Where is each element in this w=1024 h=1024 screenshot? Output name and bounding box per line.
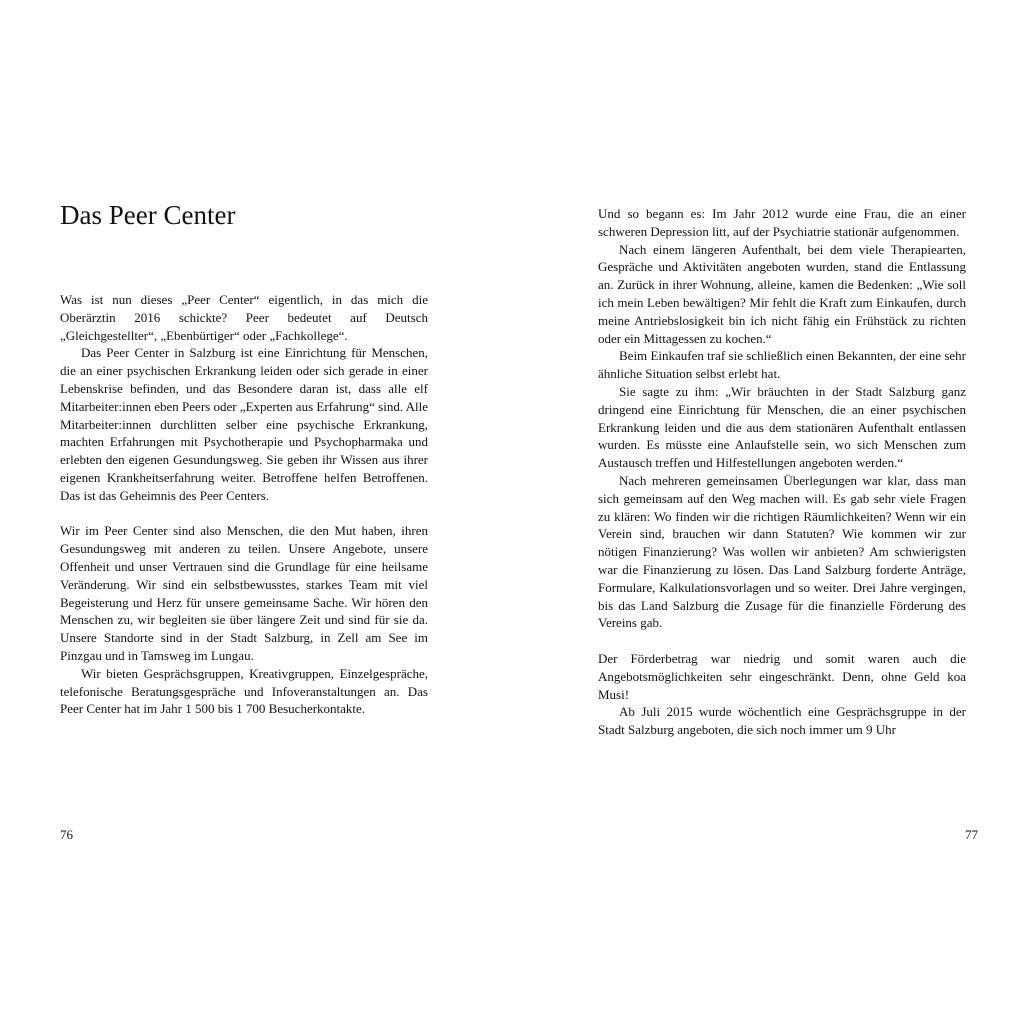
paragraph: Ab Juli 2015 wurde wöchentlich eine Gesprächsgruppe in der Stadt Salzburg angeboten, die sich noch immer um 9 Uhr: [598, 704, 966, 738]
section-break: [60, 505, 428, 523]
paragraph: Sie sagte zu ihm: „Wir bräuchten in der Stadt Salzburg ganz dringend eine Einrichtung für Menschen, die an einer psychischen Erkrankung leiden und die aus dem stationären Aufenthalt entlassen wurden. Es müsste eine Anlaufstelle sein, wo sich Menschen zum Austausch treffen und Hilfestellungen angeboten werden.“: [598, 383, 966, 471]
section-break: [598, 632, 966, 650]
paragraph: Nach mehreren gemeinsamen Überlegungen war klar, dass man sich gemeinsam auf den Weg machen will. Es gab sehr viele Fragen zu klären: Wo finden wir die richtigen Räumlichkeiten? Wenn wir ein Verein sind, brauchen wir dann Statuten? Wie kommen wir zur nötigen Finanzierung? Was wollen wir anbieten? Am schwierigsten war die Finanzierung zu lösen. Das Land Salzburg forderte Anträge, Formulare, Kalkulationsvorlagen und so weiter. Drei Jahre vergingen, bis das Land Salzburg die Zusage für die finanzielle Förderung des Vereins gab.: [598, 472, 966, 631]
left-page-body: [60, 291, 428, 718]
paragraph: Der Förderbetrag war niedrig und somit waren auch die Angebotsmöglichkeiten sehr eingeschränkt. Denn, ohne Geld koa Musi!: [598, 650, 966, 702]
page-number: 76: [60, 827, 73, 842]
right-page-body: [598, 205, 966, 739]
chapter-title: Das Peer Center: [60, 200, 236, 230]
paragraph: Das Peer Center in Salzburg ist eine Einrichtung für Menschen, die an einer psychischen Erkrankung leiden oder sich gerade in einer Lebenskrise befinden, und das Besondere daran ist, dass alle elf Mitarbeiter:innen eben Peers oder „Experten aus Erfahrung“ sind. Alle Mitarbeiter:innen durchlitten selber eine psychische Erkrankung, machten Erfahrungen mit Psychotherapie und Psychopharmaka und erlebten den eigenen Gesundungsweg. Sie geben ihr Wissen aus ihrer eigenen Krankheitserfahrung weiter. Betroffene helfen Betroffenen. Das ist das Geheimnis des Peer Centers.: [60, 345, 428, 503]
page-number: 77: [965, 827, 978, 842]
right-page: [512, 0, 1024, 1024]
paragraph: Wir bieten Gesprächsgruppen, Kreativgruppen, Einzelgespräche, telefonische Beratungsgespräche und Infoveranstaltungen an. Das Peer Center hat im Jahr 1 500 bis 1 700 Besucherkontakte.: [60, 665, 428, 717]
paragraph: Nach einem längeren Aufenthalt, bei dem viele Therapiearten, Gespräche und Aktivitäten angeboten wurden, stand die Entlassung an. Zurück in ihrer Wohnung, alleine, kamen die Bedenken: „Wie soll ich mein Leben bewältigen? Mir fehlt die Kraft zum Einkaufen, durch meine Antriebslosigkeit bin ich nicht fähig ein Frühstück zu richten oder ein Mittagessen zu kochen.“: [598, 241, 966, 346]
paragraph: Was ist nun dieses „Peer Center“ eigentlich, in das mich die Oberärztin 2016 schickte? Peer bedeutet auf Deutsch „Gleichgestellter“, „Ebenbürtiger“ oder „Fachkollege“.: [60, 292, 428, 343]
paragraph: Und so begann es: Im Jahr 2012 wurde eine Frau, die an einer schweren Depression litt, auf der Psychiatrie stationär aufgenommen.: [598, 206, 966, 239]
paragraph: Beim Einkaufen traf sie schließlich einen Bekannten, der eine sehr ähnliche Situation selbst erlebt hat.: [598, 348, 966, 382]
paragraph: Wir im Peer Center sind also Menschen, die den Mut haben, ihren Gesundungsweg mit anderen zu teilen. Unsere Angebote, unsere Offenheit und unser Vertrauen sind die Grundlage für eine heilsame Veränderung. Wir sind ein selbstbewusstes, starkes Team mit viel Begeisterung und Herz für unsere gemeinsame Sache. Wir hören den Menschen zu, wir begleiten sie über längere Zeit und sind für sie da. Unsere Standorte sind in der Stadt Salzburg, in Zell am See im Pinzgau und in Tamsweg im Lungau.: [60, 523, 428, 663]
